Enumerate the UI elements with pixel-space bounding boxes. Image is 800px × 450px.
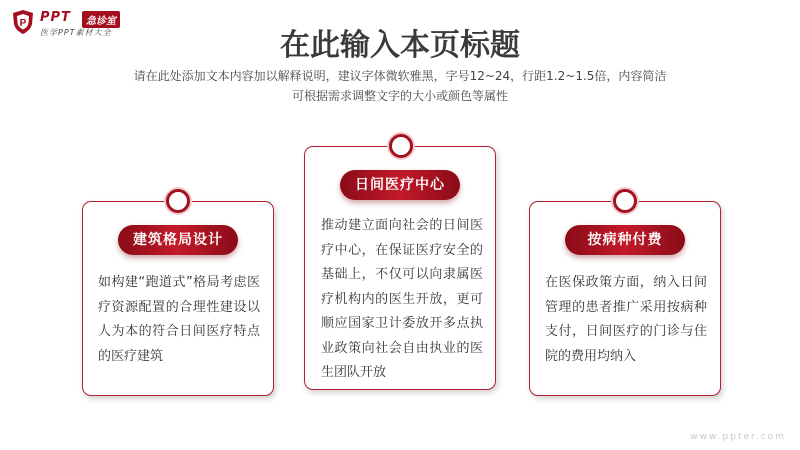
card-label-building-layout: 建筑格局设计 — [118, 225, 238, 255]
watermark: www.ppter.com — [690, 432, 786, 442]
ring-icon — [613, 189, 637, 213]
page-title: 在此输入本页标题 — [280, 28, 520, 63]
logo-title: PPT — [40, 10, 71, 25]
logo-badge: 急诊室 — [82, 11, 120, 28]
svg-text:P: P — [19, 18, 27, 29]
subtitle-line-2: 可根据需求调整文字的大小或颜色等属性 — [291, 89, 508, 103]
logo-subtitle: 医学PPT素材大全 — [40, 28, 112, 37]
ring-icon — [166, 189, 190, 213]
page-subtitle — [0, 66, 800, 106]
card-label-day-medical-center: 日间医疗中心 — [340, 170, 460, 200]
card-text-disease-payment: 在医保政策方面，纳入日间管理的患者推广采用按病种支付，日间医疗的门诊与住院的费用均纳入 — [545, 275, 707, 364]
ring-icon — [389, 134, 413, 158]
card-text-building-layout: 如构建“跑道式”格局考虑医疗资源配置的合理性建设以人为本的符合日间医疗特点的医疗建筑 — [98, 275, 260, 364]
card-text-day-medical-center: 推动建立面向社会的日间医疗中心，在保证医疗安全的基础上，不仅可以向隶属医疗机构内的医生开放，更可顺应国家卫计委放开多点执业政策向社会自由执业的医生团队开放 — [321, 218, 483, 380]
card-label-disease-payment: 按病种付费 — [565, 225, 685, 255]
subtitle-line-1: 请在此处添加文本内容加以解释说明，建议字体微软雅黑，字号12~24，行距1.2~1.5倍，内容简洁 — [133, 69, 667, 83]
